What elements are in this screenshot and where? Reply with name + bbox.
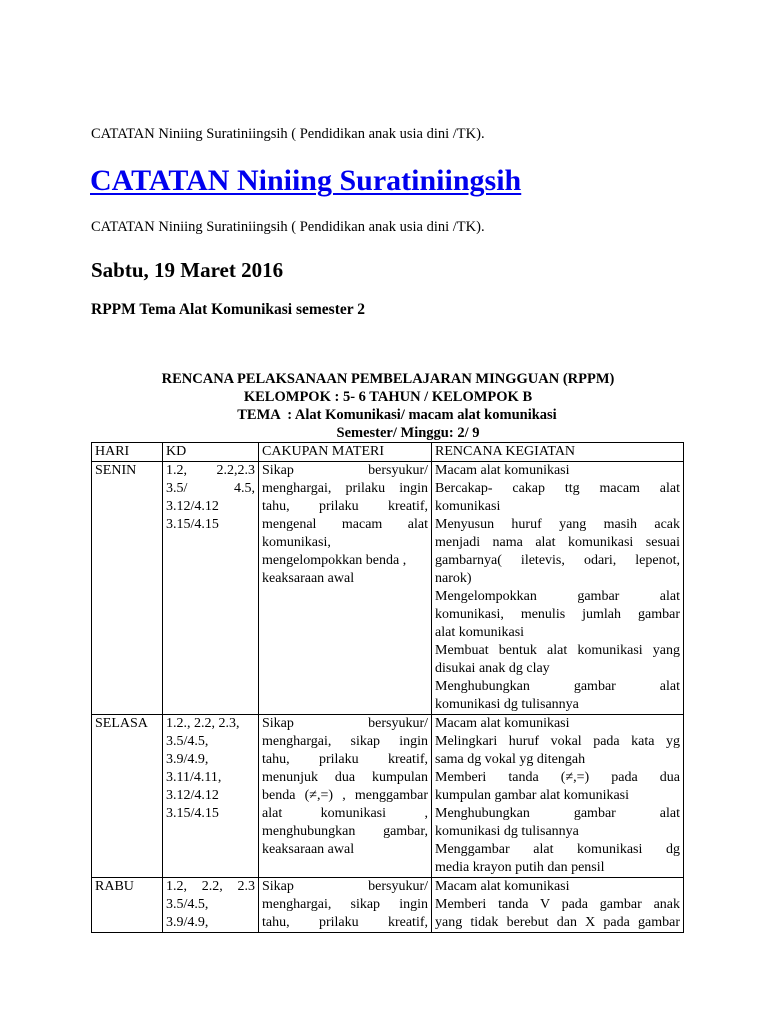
materi-line: menghargai, sikap ingin (262, 897, 428, 912)
materi-line: komunikasi, (262, 535, 331, 550)
kd-line: 3.12/4.12 (166, 499, 219, 514)
cell-hari: SENIN (92, 462, 163, 715)
document-heading-title: RENCANA PELAKSANAAN PEMBELAJARAN MINGGUAN (RPPM) (161, 371, 615, 387)
materi-line: tahu, prilaku kreatif, (262, 752, 428, 767)
kegiatan-line: Membuat bentuk alat komunikasi yang (435, 643, 680, 658)
kd-line: 1.2, 2.2,2.3 (166, 463, 255, 478)
kd-line: 3.15/4.15 (166, 517, 219, 532)
materi-line: benda (≠,=) , menggambar (262, 788, 428, 803)
document-heading-theme: TEMA : Alat Komunikasi/ macam alat komunikasi (237, 407, 557, 423)
kegiatan-line: komunikasi, menulis jumlah gambar (435, 607, 680, 622)
cell-materi (259, 462, 432, 715)
post-date: Sabtu, 19 Maret 2016 (91, 258, 284, 282)
cell-kd (163, 462, 259, 715)
materi-line: Sikap bersyukur/ (262, 463, 428, 478)
kegiatan-line: menjadi nama alat komunikasi sesuai (435, 535, 680, 550)
table-row-rabu (92, 878, 684, 933)
kegiatan-line: narok) (435, 571, 472, 586)
kd-line: 3.12/4.12 (166, 788, 219, 803)
kegiatan-line: Memberi tanda (≠,=) pada dua (435, 770, 680, 785)
document-heading-group: KELOMPOK : 5- 6 TAHUN / KELOMPOK B (243, 389, 533, 405)
cell-kegiatan (432, 462, 684, 715)
kd-line: 3.5/ 4.5, (166, 481, 255, 496)
kd-line: 3.5/4.5, (166, 734, 209, 749)
kd-line: 1.2, 2.2, 2.3 (166, 879, 255, 894)
materi-line: menghubungkan gambar, (262, 824, 428, 839)
materi-line: Sikap bersyukur/ (262, 716, 428, 731)
table-header-row (92, 443, 684, 462)
post-title: RPPM Tema Alat Komunikasi semester 2 (91, 301, 365, 318)
materi-line: mengelompokkan benda , (262, 553, 407, 568)
materi-line: tahu, prilaku kreatif, (262, 499, 428, 514)
cell-materi (259, 715, 432, 878)
table-row-senin (92, 462, 684, 715)
kegiatan-line: disukai anak dg clay (435, 661, 550, 676)
document-heading-semester: Semester/ Minggu: 2/ 9 (336, 425, 480, 441)
kegiatan-line: Menghubungkan gambar alat (435, 806, 680, 821)
materi-line: menghargai, prilaku ingin (262, 481, 428, 496)
rppm-table (91, 442, 684, 933)
kd-line: 3.9/4.9, (166, 915, 209, 930)
kegiatan-line: yang tidak berebut dan X pada gambar (435, 915, 680, 930)
materi-line: menunjuk dua kumpulan (262, 770, 428, 785)
header-rencana-kegiatan: RENCANA KEGIATAN (432, 443, 684, 462)
blog-title-link[interactable]: CATATAN Niniing Suratiniingsih (90, 164, 522, 197)
kegiatan-line: Melingkari huruf vokal pada kata yg (435, 734, 680, 749)
kegiatan-line: komunikasi (435, 499, 501, 514)
cell-hari: RABU (92, 878, 163, 933)
kegiatan-line: kumpulan gambar alat komunikasi (435, 788, 630, 803)
cell-kegiatan (432, 715, 684, 878)
cell-kd (163, 715, 259, 878)
kegiatan-line: Menyusun huruf yang masih acak (435, 517, 680, 532)
kegiatan-line: Menghubungkan gambar alat (435, 679, 680, 694)
kd-line: 3.15/4.15 (166, 806, 219, 821)
kd-line: 3.9/4.9, (166, 752, 209, 767)
cell-kd (163, 878, 259, 933)
intro-line: CATATAN Niniing Suratiniingsih ( Pendidikan anak usia dini /TK). (91, 126, 485, 142)
materi-line: Sikap bersyukur/ (262, 879, 428, 894)
kegiatan-line: Memberi tanda V pada gambar anak (435, 897, 680, 912)
materi-line: keaksaraan awal (262, 571, 355, 586)
materi-line: mengenal macam alat (262, 517, 428, 532)
materi-line: menghargai, sikap ingin (262, 734, 428, 749)
cell-hari: SELASA (92, 715, 163, 878)
blog-description: CATATAN Niniing Suratiniingsih ( Pendidikan anak usia dini /TK). (91, 219, 485, 235)
kegiatan-line: Bercakap- cakap ttg macam alat (435, 481, 680, 496)
kegiatan-line: media krayon putih dan pensil (435, 860, 605, 875)
kegiatan-line: sama dg vokal yg ditengah (435, 752, 586, 767)
materi-line: tahu, prilaku kreatif, (262, 915, 428, 930)
kegiatan-line: Macam alat komunikasi (435, 463, 570, 478)
kegiatan-line: Mengelompokkan gambar alat (435, 589, 680, 604)
kegiatan-line: Menggambar alat komunikasi dg (435, 842, 680, 857)
header-kd: KD (163, 443, 259, 462)
kd-line: 1.2., 2.2, 2.3, (166, 716, 240, 731)
materi-line: alat komunikasi , (262, 806, 428, 821)
kegiatan-line: komunikasi dg tulisannya (435, 697, 579, 712)
kd-line: 3.11/4.11, (166, 770, 222, 785)
header-hari: HARI (92, 443, 163, 462)
materi-line: keaksaraan awal (262, 842, 355, 857)
kegiatan-line: alat komunikasi (435, 625, 525, 640)
kegiatan-line: komunikasi dg tulisannya (435, 824, 579, 839)
kd-line: 3.5/4.5, (166, 897, 209, 912)
header-cakupan-materi: CAKUPAN MATERI (259, 443, 432, 462)
cell-materi (259, 878, 432, 933)
kegiatan-line: Macam alat komunikasi (435, 716, 570, 731)
table-row-selasa (92, 715, 684, 878)
kegiatan-line: gambarnya( iletevis, odari, lepenot, (435, 553, 680, 568)
cell-kegiatan (432, 878, 684, 933)
kegiatan-line: Macam alat komunikasi (435, 879, 570, 894)
